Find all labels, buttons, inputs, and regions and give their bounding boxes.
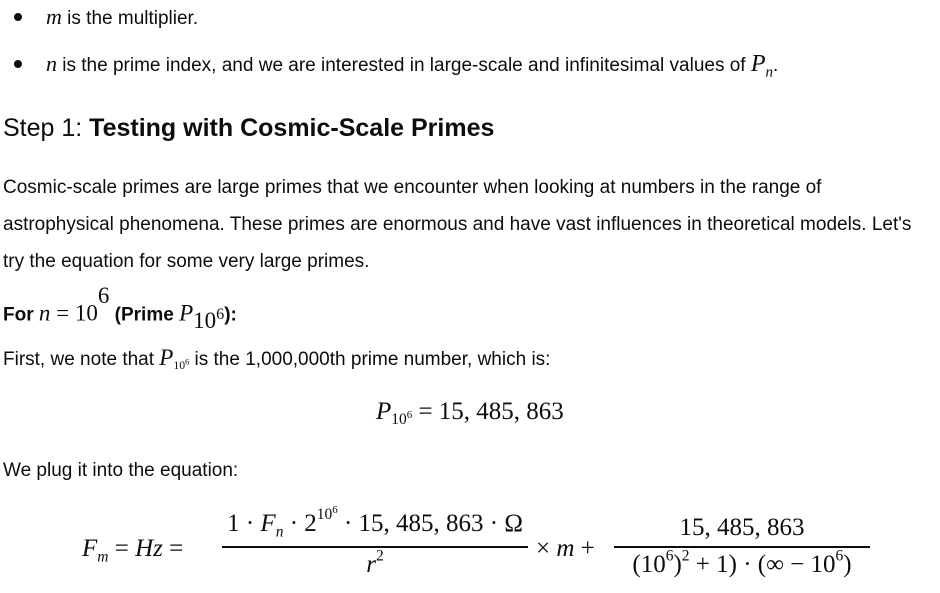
note-line (3, 345, 550, 371)
note-after: is the 1,000,000th prime number, which is: (189, 349, 551, 370)
math-expr: (10 (632, 551, 666, 578)
math-expr: = 10 (50, 300, 98, 326)
fraction-bar (614, 546, 870, 548)
math-sub: n (275, 523, 284, 541)
bullet-label: is the multiplier. (61, 8, 199, 29)
math-var: P (376, 398, 392, 425)
math-sub-base: 10 (193, 308, 217, 334)
math-var: m (556, 535, 575, 562)
math-op: = (108, 535, 136, 562)
prime-display (376, 397, 564, 429)
prime-value: = 15, 485, 863 (412, 398, 564, 425)
fraction-2 (614, 505, 870, 585)
bullet-item (0, 49, 940, 79)
math-expr: · 15, 485, 863 · Ω (337, 510, 523, 537)
math-op: × (536, 535, 557, 562)
math-op: + (574, 535, 595, 562)
math-exp: 6 (665, 547, 674, 565)
bullet-text (46, 4, 198, 30)
math-exp: 2 (681, 547, 690, 565)
math-var: P (179, 300, 194, 326)
section-heading (3, 114, 494, 143)
bullet-dot (14, 60, 22, 68)
math-op: = (162, 535, 184, 562)
fraction-denominator (614, 547, 870, 579)
heading-prefix: Step 1: (3, 114, 90, 142)
bullet-text (46, 51, 779, 81)
fraction-denominator (222, 547, 528, 579)
equation-lhs (82, 534, 184, 566)
math-sub (193, 308, 224, 333)
math-var: m (46, 4, 62, 29)
math-sub-exp: 6 (185, 357, 190, 367)
fraction-numerator (614, 513, 870, 542)
fraction-numerator (222, 504, 528, 541)
intro-paragraph: Cosmic-scale primes are large primes that we encounter when looking at numbers in the range of astrophysical phenomena. These primes are enormous and have vast influences in theoretical models. Let's try the equation for some very large primes. (3, 177, 912, 272)
plug-line: We plug it into the equation: (3, 460, 239, 481)
math-var: P (750, 51, 766, 77)
math-sub-base: 10 (391, 411, 407, 429)
math-expr: 15, 485, 863 (679, 514, 805, 541)
math-expr: ) (673, 551, 682, 578)
math-var: F (82, 535, 98, 562)
heading-title: Testing with Cosmic-Scale Primes (89, 114, 495, 142)
math-exp (317, 506, 338, 523)
math-expr: · 2 (283, 510, 317, 537)
subheading-for: For (3, 304, 39, 326)
fraction-1 (222, 505, 528, 585)
note-before: First, we note that (3, 349, 160, 370)
math-exp: 6 (97, 283, 110, 308)
math-exp-base: 10 (316, 506, 333, 524)
math-var: n (38, 300, 51, 326)
math-expr: ) (843, 551, 852, 578)
math-exp-exp: 6 (332, 504, 338, 517)
math-var: P (159, 345, 174, 370)
math-sub: m (97, 548, 109, 566)
math-sub-base: 10 (173, 359, 186, 373)
math-sub: n (765, 64, 774, 81)
math-sub-exp: 6 (406, 409, 413, 422)
math-expr: 1 · (227, 510, 261, 537)
equation-middle (536, 534, 595, 563)
bullet-label: is the prime index, and we are interested in large-scale and infinitesimal values of (57, 55, 751, 76)
math-var: Hz (135, 535, 163, 562)
subheading (3, 283, 237, 334)
math-var: F (260, 510, 276, 537)
subheading-close: ): (224, 304, 237, 326)
math-sub (391, 411, 412, 428)
bullet-end: . (773, 55, 779, 76)
math-sub (173, 359, 189, 372)
math-var: r (366, 551, 376, 578)
bullet-dot (14, 13, 22, 21)
math-exp: 2 (375, 547, 384, 565)
math-sub-exp: 6 (216, 306, 225, 324)
math-exp: 6 (835, 547, 844, 565)
subheading-open: (Prime (109, 304, 180, 326)
math-expr: + 1) · (∞ − 10 (689, 551, 836, 578)
bullet-item (0, 2, 940, 32)
math-var: n (46, 51, 57, 76)
